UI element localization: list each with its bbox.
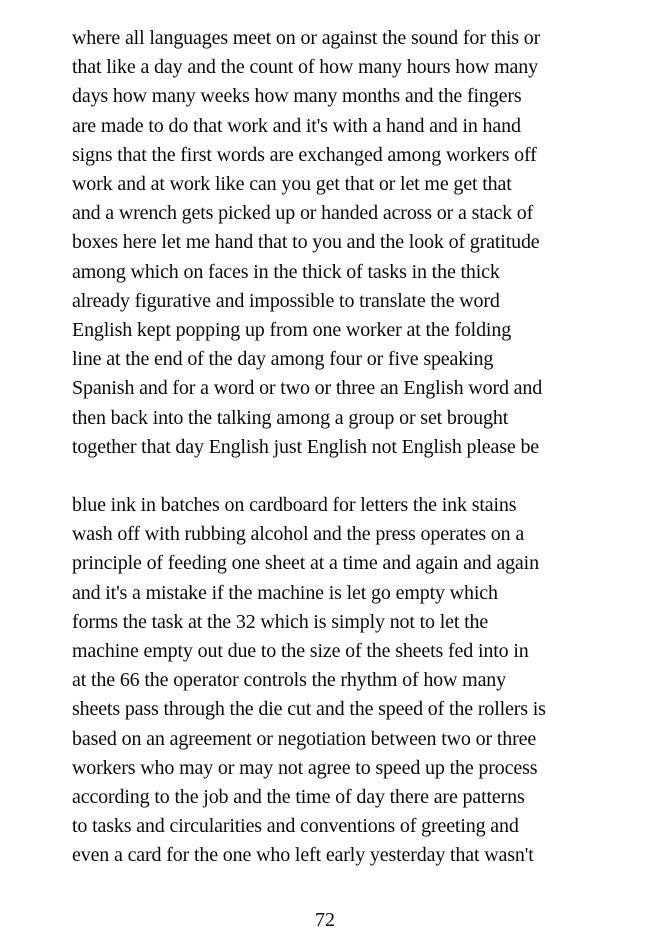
text-line: that like a day and the count of how many hours how many [72,56,538,79]
text-line: Spanish and for a word or two or three an English word and [72,377,543,400]
text-line: based on an agreement or negotiation between two or three [72,727,537,750]
text-line: and it's a mistake if the machine is let go empty which [72,581,498,604]
text-line: where all languages meet on or against the sound for this or [72,27,541,49]
text-line: signs that the first words are exchanged among workers off [72,143,537,166]
text-line: line at the end of the day among four or five speaking [72,348,494,371]
text-line: principle of feeding one sheet at a time and again and again [72,552,539,575]
text-line: already figurative and impossible to translate the word [72,289,500,312]
text-line: to tasks and circularities and conventions of greeting and [72,815,519,838]
text-line: wash off with rubbing alcohol and the press operates on a [72,523,525,546]
text-line: machine empty out due to the size of the sheets fed into in [72,640,529,663]
text-line: workers who may or may not agree to speed up the process [72,756,538,779]
page-number: 72 [315,909,335,931]
paragraph [72,491,584,871]
text-line: according to the job and the time of day there are patterns [72,786,525,809]
text-line: work and at work like can you get that or let me get that [72,173,512,196]
text-line: are made to do that work and it's with a hand and in hand [72,114,521,137]
text-line: English kept popping up from one worker at the folding [72,319,512,342]
text-line: among which on faces in the thick of tasks in the thick [72,260,500,283]
text-line: then back into the talking among a group or set brought [72,406,509,429]
text-line: blue ink in batches on cardboard for letters the ink stains [72,494,517,517]
text-line: at the 66 the operator controls the rhythm of how many [72,669,507,692]
text-line: sheets pass through the die cut and the speed of the rollers is [72,698,546,721]
text-line: together that day English just English not English please be [72,435,540,458]
text-block [72,24,584,900]
text-line: even a card for the one who left early yesterday that wasn't [72,844,534,867]
text-line: days how many weeks how many months and the fingers [72,85,522,108]
text-line: and a wrench gets picked up or handed across or a stack of [72,202,534,225]
text-line: forms the task at the 32 which is simply not to let the [72,610,489,633]
paragraph [72,24,584,462]
text-line: boxes here let me hand that to you and the look of gratitude [72,231,540,254]
